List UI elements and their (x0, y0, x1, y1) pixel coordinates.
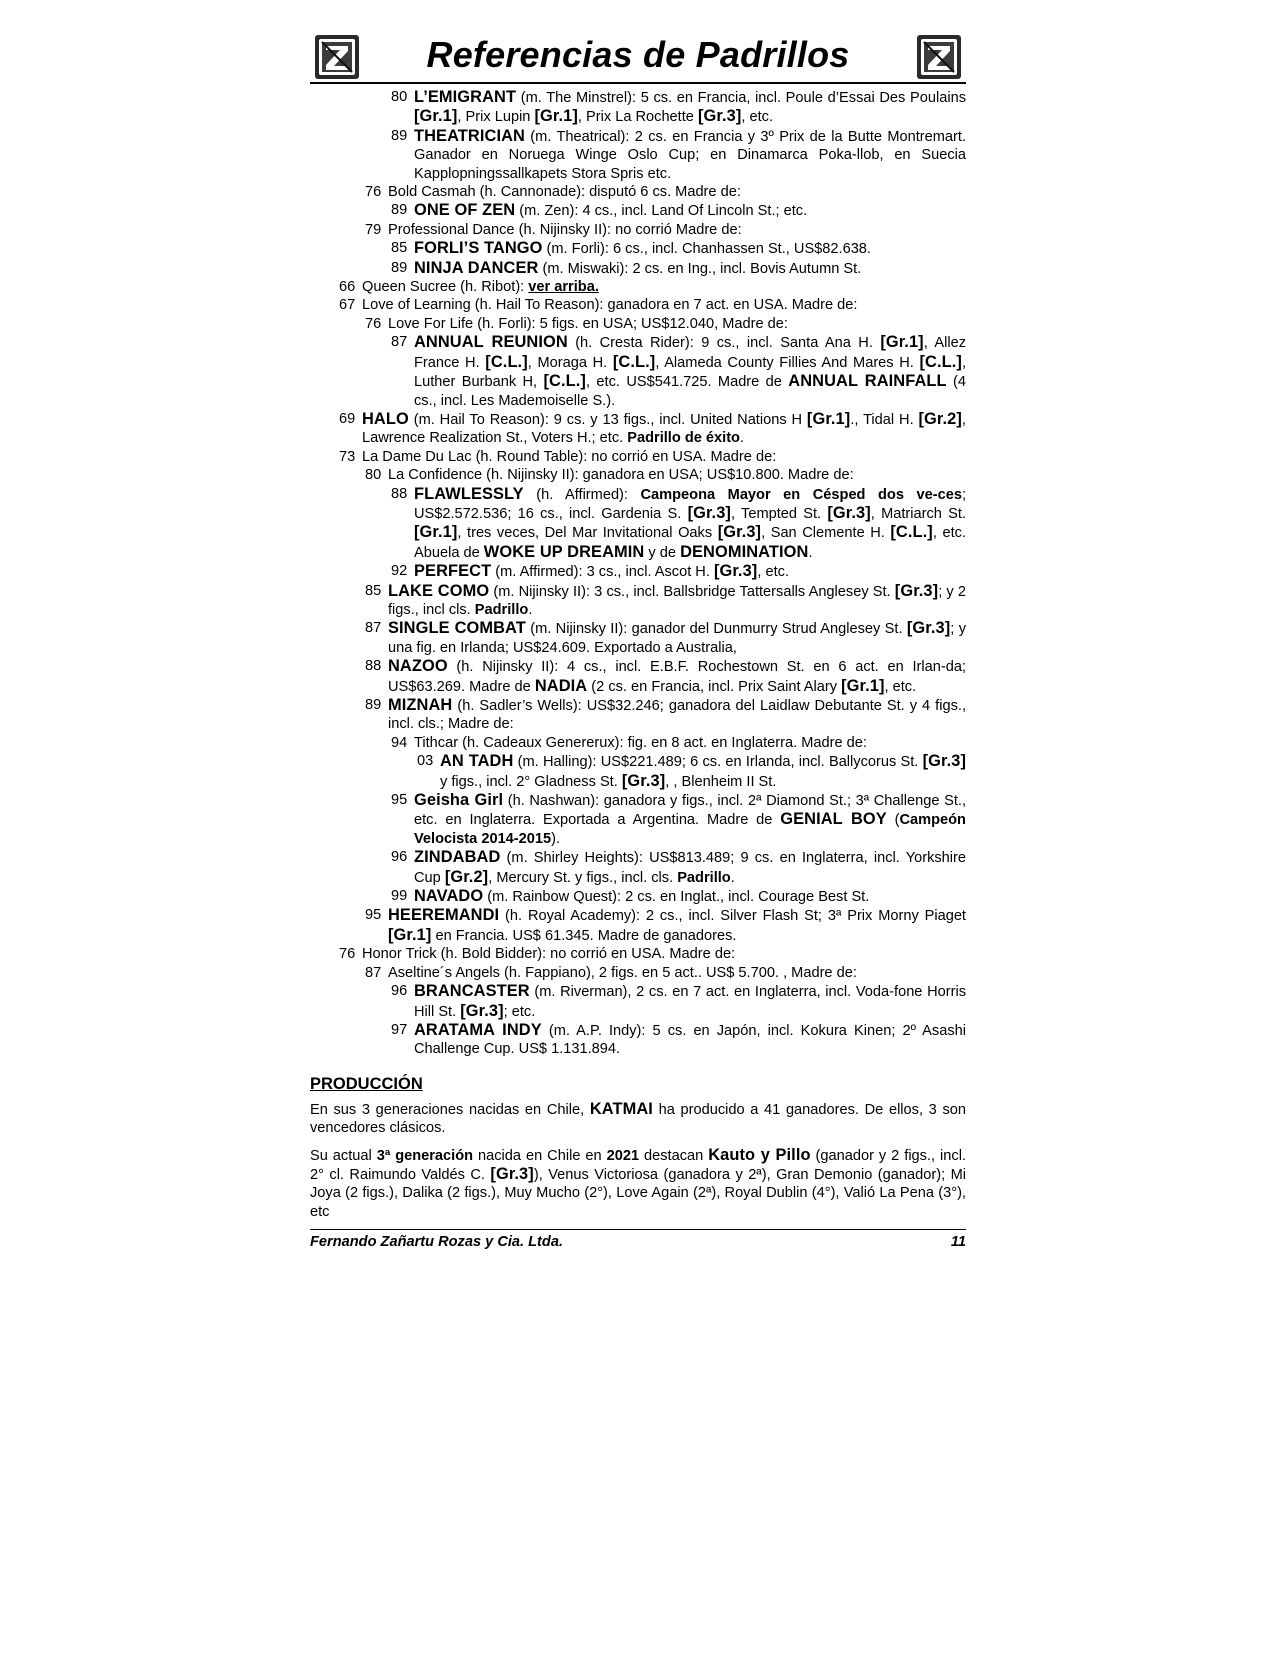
horse-name: PERFECT (414, 562, 492, 581)
horse-name: [C.L.] (543, 372, 586, 391)
horse-name: LAKE COMO (388, 581, 490, 600)
horse-name: SINGLE COMBAT (388, 619, 526, 638)
horse-name: ANNUAL RAINFALL (788, 372, 947, 391)
horse-name: ARATAMA INDY (414, 1020, 542, 1039)
horse-name: [Gr.3] (894, 581, 939, 600)
text-run: , Matriarch St. (870, 505, 966, 522)
horse-name: [C.L.] (612, 352, 656, 371)
horse-name: [Gr.3] (827, 503, 871, 522)
horse-name: [C.L.] (485, 352, 528, 371)
horse-name: [Gr.3] (687, 503, 731, 522)
birth-year: 89 (391, 127, 408, 144)
text-run: , etc. (741, 109, 774, 126)
text-run: La Dame Du Lac (h. Round Table): no corrió en USA. Madre de: (362, 448, 777, 465)
text-run: En sus 3 generaciones nacidas en Chile, (310, 1101, 590, 1118)
birth-year: 97 (391, 1021, 408, 1038)
birth-year: 99 (391, 888, 408, 905)
horse-name: NAZOO (388, 657, 448, 676)
pedigree-entry (310, 88, 966, 127)
text-run: (4 cs., incl. Les Mademoiselle S.). (414, 374, 966, 409)
horse-name: [Gr.1] (414, 107, 458, 126)
birth-year: 03 (417, 753, 434, 770)
pedigree-entry (310, 333, 966, 410)
pedigree-entry (310, 448, 966, 466)
text-run: (m. A.P. Indy): 5 cs. en Japón, incl. Kokura Kinen; 2º Asashi Challenge Cup. US$ 1.131.894. (414, 1022, 966, 1058)
horse-name: NAVADO (414, 887, 484, 906)
text-run: en Francia. US$ 61.345. Madre de ganadores. (431, 927, 737, 944)
pedigree-entry (310, 619, 966, 657)
pedigree-entry (310, 466, 966, 484)
horse-name: FLAWLESSLY (414, 484, 524, 503)
production-paragraph (310, 1146, 966, 1222)
text-run: , Alameda County Fillies And Mares H. (655, 354, 920, 371)
horse-name: [Gr.2] (444, 867, 489, 886)
birth-year: 87 (365, 620, 382, 637)
text-run: , etc. US$541.725. Madre de (585, 374, 789, 391)
text-run: (m. Forli): 6 cs., incl. Chanhassen St., US$82.638. (542, 241, 871, 258)
text-run: , Luther Burbank H, (414, 354, 967, 391)
text-run: ; y una fig. en Irlanda; US$24.609. Exportado a Australia, (388, 621, 967, 656)
birth-year: 66 (339, 279, 356, 296)
pedigree-entry (310, 259, 966, 278)
pedigree-entry (310, 582, 966, 620)
pedigree-entry (310, 657, 966, 696)
text-run: (h. Affirmed): (523, 486, 641, 503)
horse-name: ONE OF ZEN (414, 201, 516, 220)
underlined-link-text: ver arriba. (528, 279, 599, 296)
text-run: , San Clemente H. (761, 525, 891, 542)
text-run: (m. Miswaki): 2 cs. en Ing., incl. Bovis Autumn St. (538, 260, 862, 277)
zanartu-z-logo-icon (916, 34, 962, 80)
text-run: , Allez France H. (414, 335, 967, 371)
text-run: . (528, 601, 533, 618)
horse-name: NINJA DANCER (414, 258, 539, 277)
text-run: (m. Hail To Reason): 9 cs. y 13 figs., incl. United Nations H (408, 411, 807, 428)
birth-year: 80 (365, 467, 382, 484)
text-run: , tres veces, Del Mar Invitational Oaks (457, 525, 718, 542)
text-run: , Tempted St. (731, 505, 828, 522)
horse-name: [Gr.3] (697, 107, 742, 126)
text-run: Professional Dance (h. Nijinsky II): no corrió Madre de: (388, 221, 742, 238)
text-run: nacida en Chile en (473, 1147, 607, 1164)
bold-text: Campeona Mayor en Césped dos ve-ces (640, 486, 962, 503)
bold-text: 2021 (606, 1147, 640, 1164)
text-run: Queen Sucree (h. Ribot): (362, 279, 529, 296)
page-number: 11 (950, 1234, 966, 1251)
birth-year: 69 (339, 410, 356, 427)
text-run: (h. Nijinsky II): 4 cs., incl. E.B.F. Rochestown St. en 6 act. en Irlan-da; US$63.269. Madre de (388, 659, 966, 695)
pedigree-entry (310, 752, 966, 791)
text-run: y de (644, 544, 681, 561)
text-run: , Prix La Rochette (577, 109, 698, 126)
horse-name: Kauto y Pillo (708, 1145, 811, 1164)
horse-name: [C.L.] (890, 523, 933, 542)
horse-name: [Gr.3] (906, 619, 951, 638)
text-run: ; etc. (503, 1003, 536, 1020)
horse-name: L’EMIGRANT (414, 88, 517, 106)
birth-year: 95 (365, 907, 382, 924)
horse-name: GENIAL BOY (780, 810, 887, 829)
birth-year: 80 (391, 89, 408, 105)
text-run: ( (886, 812, 900, 829)
text-run: (ganador y 2 figs., incl. 2° cl. Raimundo Valdés C. (310, 1147, 966, 1183)
pedigree-entry (310, 315, 966, 333)
horse-name: [Gr.3] (621, 771, 666, 790)
text-run: (2 cs. en Francia, incl. Prix Saint Alary (587, 678, 842, 695)
horse-name: ANNUAL REUNION (414, 333, 568, 352)
horse-name: [Gr.1] (841, 676, 885, 695)
text-run: (h. Royal Academy): 2 cs., incl. Silver Flash St; 3ª Prix Morny Piaget (499, 908, 966, 925)
text-run: Bold Casmah (h. Cannonade): disputó 6 cs. Madre de: (388, 184, 741, 201)
horse-name: [Gr.1] (388, 925, 432, 944)
birth-year: 89 (391, 259, 408, 276)
pedigree-entry (310, 906, 966, 945)
text-run: (m. Halling): US$221.489; 6 cs. en Irlanda, incl. Ballycorus St. (513, 754, 923, 771)
pedigree-entry (310, 239, 966, 258)
text-run: ha producido a 41 ganadores. De ellos, 3 son vencedores clásicos. (310, 1101, 966, 1137)
text-run: ., Tidal H. (850, 411, 919, 428)
text-run: (h. Sadler’s Wells): US$32.246; ganadora del Laidlaw Debutante St. y 4 figs., incl. cls.; Madre de: (388, 698, 966, 733)
pedigree-entry (310, 734, 966, 752)
horse-name: [C.L.] (919, 352, 962, 371)
birth-year: 96 (391, 983, 408, 1000)
horse-name: WOKE UP DREAMIN (483, 542, 645, 561)
horse-name: FORLI’S TANGO (414, 239, 543, 258)
page (310, 30, 966, 1250)
text-run: , , Blenheim II St. (665, 773, 777, 790)
text-run: , etc. (757, 564, 790, 581)
horse-name: Geisha Girl (414, 791, 504, 810)
bold-text: 3ª generación (376, 1147, 474, 1164)
text-run: , etc. (884, 678, 917, 695)
horse-name: HEEREMANDI (388, 906, 500, 925)
footer-company: Fernando Zañartu Rozas y Cia. Ltda. (310, 1234, 563, 1251)
pedigree-entry (310, 848, 966, 887)
pedigree-entry (310, 964, 966, 982)
text-run: (m. Zen): 4 cs., incl. Land Of Lincoln St.; etc. (515, 203, 808, 220)
text-run: ; y 2 figs., incl cls. (388, 583, 966, 618)
horse-name: [Gr.3] (713, 562, 758, 581)
text-run: ). (551, 830, 561, 847)
horse-name: HALO (362, 409, 409, 428)
text-run: Honor Trick (h. Bold Bidder): no corrió en USA. Madre de: (362, 946, 736, 963)
pedigree-entry (310, 183, 966, 201)
pedigree-entry (310, 791, 966, 848)
page-footer (310, 1229, 966, 1250)
horse-name: NADIA (534, 676, 588, 695)
bold-text: Padrillo (677, 869, 731, 886)
birth-year: 89 (391, 202, 408, 219)
production-paragraph (310, 1100, 966, 1138)
birth-year: 87 (365, 964, 382, 981)
horse-name: [Gr.3] (460, 1001, 504, 1020)
text-run: . (730, 869, 735, 886)
birth-year: 95 (391, 792, 408, 809)
text-run: (m. Nijinsky II): 3 cs., incl. Ballsbridge Tattersalls Anglesey St. (489, 583, 895, 600)
birth-year: 89 (365, 697, 382, 713)
horse-name: [Gr.3] (922, 752, 967, 771)
birth-year: 88 (365, 658, 382, 675)
text-run: Tithcar (h. Cadeaux Genererux): fig. en 8 act. en Inglaterra. Madre de: (414, 734, 867, 751)
pedigree-entry (310, 201, 966, 220)
text-run: ), Venus Victoriosa (ganadora y 2ª), Gran Demonio (ganador); Mi Joya (2 figs.), Dalika (2 figs.), Muy Mucho (2°), Love Again (2ª), Royal Dublin (4°), Valió La Pena (3°), etc (310, 1166, 966, 1220)
pedigree-entry (310, 1021, 966, 1059)
text-run: (m. Shirley Heights): US$813.489; 9 cs. en Inglaterra, incl. Yorkshire Cup (414, 850, 966, 886)
pedigree-entry (310, 562, 966, 581)
birth-year: 67 (339, 297, 356, 314)
text-run: Su actual (310, 1147, 377, 1164)
text-run: (m. Theatrical): 2 cs. en Francia y 3º Prix de la Butte Montremart. Ganador en Noruega Winge Oslo Cup; en Dinamarca Poka-llob, en Suecia Kapplopningssallkapets Stora Spris etc. (414, 128, 966, 182)
page-header (310, 30, 966, 84)
pedigree-entry (310, 485, 966, 563)
text-run: Love of Learning (h. Hail To Reason): ganadora en 7 act. en USA. Madre de: (362, 297, 858, 314)
text-run: ; US$2.572.536; 16 cs., incl. Gardenia S. (414, 486, 966, 522)
text-run: (m. Riverman), 2 cs. en 7 act. en Inglaterra, incl. Voda-fone Horris Hill St. (414, 984, 966, 1020)
text-run: (m. The Minstrel): 5 cs. en Francia, incl. Poule d’Essai Des Poulains (516, 90, 966, 106)
horse-name: BRANCASTER (414, 982, 530, 1001)
text-run: . (808, 544, 813, 561)
pedigree-entry (310, 410, 966, 448)
birth-year: 92 (391, 563, 408, 580)
birth-year: 85 (365, 582, 382, 599)
text-run: (m. Nijinsky II): ganador del Dunmurry Strud Anglesey St. (525, 621, 907, 638)
horse-name: [Gr.1] (414, 523, 458, 542)
text-run: (h. Nashwan): ganadora y figs., incl. 2ª Diamond St.; 3ª Challenge St., etc. en Inglaterra. Exportada a Argentina. Madre de (414, 793, 967, 829)
horse-name: THEATRICIAN (414, 126, 525, 145)
horse-name: [Gr.1] (880, 333, 924, 352)
text-run: (m. Rainbow Quest): 2 cs. en Inglat., incl. Courage Best St. (483, 889, 870, 906)
birth-year: 79 (365, 221, 382, 238)
pedigree-entry (310, 221, 966, 239)
horse-name: [Gr.2] (918, 409, 962, 428)
text-run: y figs., incl. 2° Gladness St. (440, 773, 622, 790)
production-heading: PRODUCCIÓN (310, 1074, 423, 1093)
pedigree-entry (310, 696, 966, 734)
birth-year: 88 (391, 485, 408, 502)
birth-year: 85 (391, 240, 408, 257)
horse-name: [Gr.3] (717, 523, 762, 542)
bold-text: Padrillo de éxito (627, 430, 740, 447)
text-run: , etc. Abuela de (414, 525, 966, 561)
horse-name: AN TADH (440, 752, 514, 771)
page-title: Referencias de Padrillos (426, 34, 850, 75)
birth-year: 76 (365, 184, 382, 201)
horse-name: ZINDABAD (414, 848, 501, 867)
pedigree-entry (310, 887, 966, 906)
text-run: destacan (639, 1147, 709, 1164)
text-run: (m. Affirmed): 3 cs., incl. Ascot H. (491, 564, 714, 581)
bold-text: Padrillo (474, 601, 529, 618)
text-run: Aseltine´s Angels (h. Fappiano), 2 figs. en 5 act.. US$ 5.700. , Madre de: (388, 964, 857, 981)
birth-year: 94 (391, 734, 408, 751)
text-run: , Mercury St. y figs., incl. cls. (488, 869, 678, 886)
horse-name: [Gr.3] (490, 1164, 534, 1183)
text-run: , Moraga H. (527, 354, 613, 371)
horse-name: [Gr.1] (806, 409, 851, 428)
horse-name: KATMAI (589, 1099, 653, 1118)
text-run: , Prix Lupin (457, 109, 535, 126)
pedigree-list (310, 88, 966, 1059)
birth-year: 76 (365, 315, 382, 332)
text-run: Love For Life (h. Forli): 5 figs. en USA; US$12.040, Madre de: (388, 315, 788, 332)
pedigree-entry (310, 982, 966, 1021)
production-section (310, 1100, 966, 1221)
birth-year: 87 (391, 334, 408, 351)
pedigree-entry (310, 278, 966, 296)
horse-name: MIZNAH (388, 696, 453, 714)
text-run: , Lawrence Realization St., Voters H.; etc. (362, 411, 966, 447)
birth-year: 73 (339, 448, 356, 465)
birth-year: 96 (391, 849, 408, 866)
pedigree-entry (310, 127, 966, 183)
text-run: La Confidence (h. Nijinsky II): ganadora en USA; US$10.800. Madre de: (388, 467, 854, 484)
horse-name: DENOMINATION (680, 542, 809, 561)
horse-name: [Gr.1] (534, 107, 578, 126)
text-run: . (739, 430, 745, 447)
pedigree-entry (310, 945, 966, 963)
bold-text: Campeón Velocista 2014-2015 (414, 812, 966, 847)
pedigree-entry (310, 296, 966, 314)
text-run: (h. Cresta Rider): 9 cs., incl. Santa Ana H. (567, 335, 881, 352)
birth-year: 76 (339, 946, 356, 963)
